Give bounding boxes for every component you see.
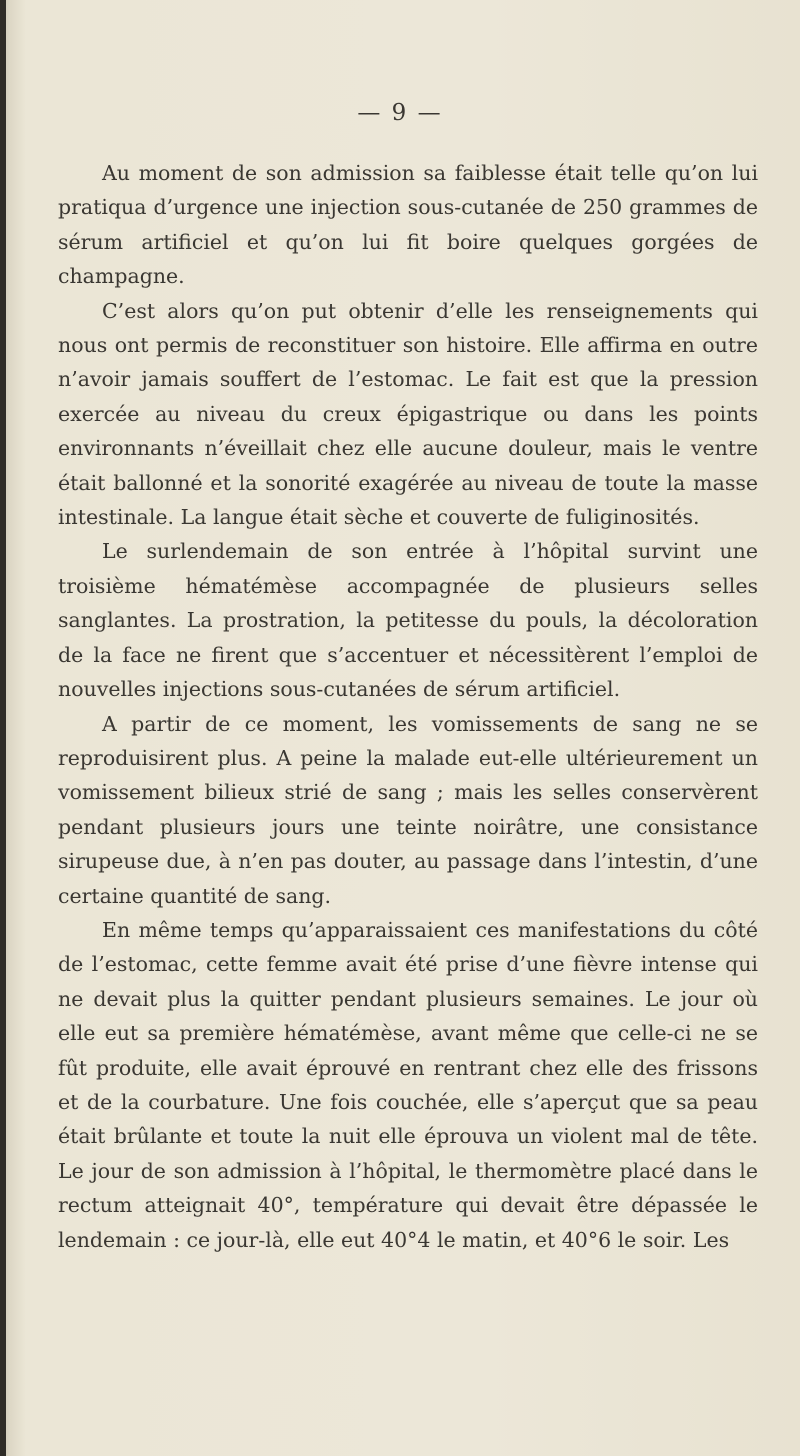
paragraph-5: En même temps qu’apparaissaient ces manifestations du côté de l’estomac, cette femme avait été prise d’une fièvre intense qui ne devait plus la quitter pendant plusieurs semaines. Le jour où elle eut sa première hématémèse, avant même que celle-ci ne se fût produite, elle avait éprouvé en rentrant chez elle des frissons et de la courbature. Une fois couchée, elle s’aperçut que sa peau était brûlante et toute la nuit elle éprouva un violent mal de tête. Le jour de son admission à l’hôpital, le thermomètre placé dans le rectum atteignait 40°, température qui devait être dépassée le lendemain : ce jour-là, elle eut 40°4 le matin, et 40°6 le soir. Les bbox=[58, 917, 758, 1252]
body-text bbox=[58, 156, 758, 1257]
paragraph-2: C’est alors qu’on put obtenir d’elle les renseignements qui nous ont permis de reconstituer son histoire. Elle affirma en outre n’avoir jamais souffert de l’estomac. Le fait est que la pression exercée au niveau du creux épigastrique ou dans les points environnants n’éveillait chez elle aucune douleur, mais le ventre était ballonné et la sonorité exagérée au niveau de toute la masse intestinale. La langue était sèche et couverte de fuliginosités. bbox=[58, 298, 758, 530]
book-spine-shadow bbox=[0, 0, 6, 1456]
page-number: — 9 — bbox=[357, 100, 443, 126]
paragraph-1: Au moment de son admission sa faiblesse était telle qu’on lui pratiqua d’urgence une injection sous-cutanée de 250 grammes de sérum artificiel et qu’on lui fit boire quelques gorgées de champagne. bbox=[58, 161, 758, 289]
paragraph-4: A partir de ce moment, les vomissements de sang ne se reproduisirent plus. A peine la malade eut-elle ultérieurement un vomissement bilieux strié de sang ; mais les selles conservèrent pendant plusieurs jours une teinte noirâtre, une consistance sirupeuse due, à n’en pas douter, au passage dans l’intestin, d’une certaine quantité de sang. bbox=[58, 711, 758, 908]
paragraph-3: Le surlendemain de son entrée à l’hôpital survint une troisième hématémèse accompagnée de plusieurs selles sanglantes. La prostration, la petitesse du pouls, la décoloration de la face ne firent que s’accentuer et nécessitèrent l’emploi de nouvelles injections sous-cutanées de sérum artificiel. bbox=[58, 539, 758, 702]
